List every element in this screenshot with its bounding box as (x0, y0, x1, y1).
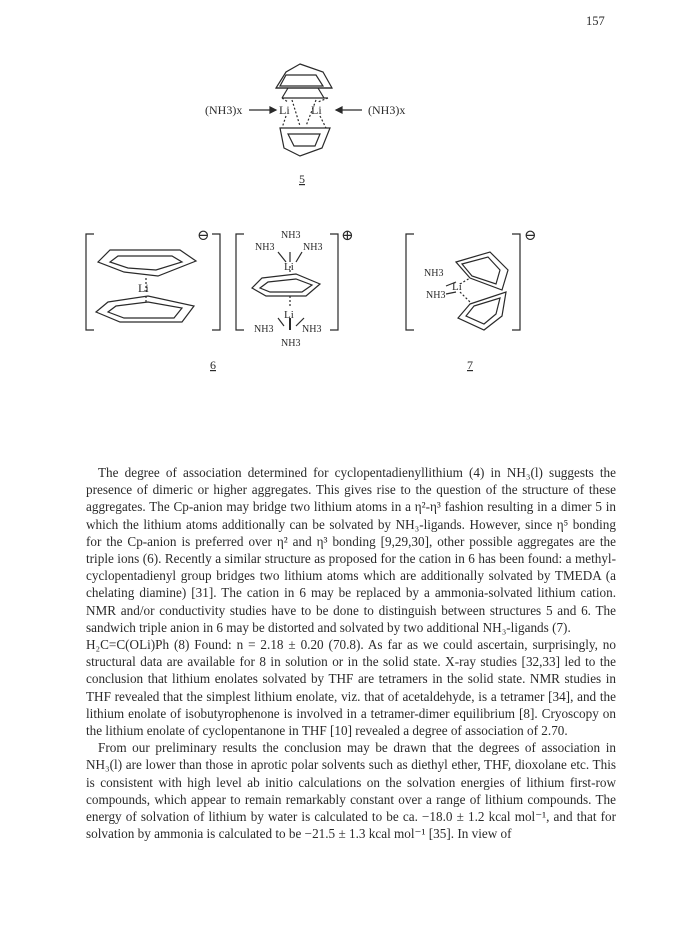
structure-7-label: 7 (467, 358, 473, 372)
paragraph-solvation-conclusion: From our preliminary results the conclusion may be drawn that the degrees of association in NH₃(l) are lower than those in aprotic polar solvents such as diethyl ether, THF, dioxolane etc. This is consistent with high level ab initio calculations on the solvation energies of lithium first-row compounds, which appear to remain remarkably constant over a range of lithium compounds. The energy of solvation of lithium by water is calculated to be ca. −18.0 ± 1.2 kcal mol⁻¹, and that for solvation by ammonia is calculated to be −21.5 ± 1.3 kcal mol⁻¹ [35]. In view of (86, 740, 616, 842)
structure-6-cation-bracket-close (330, 234, 338, 330)
structure-6-anion-li: Li (138, 281, 149, 295)
structure-5-left-ligand: (NH3)x (205, 103, 243, 117)
structure-7-bracket-open (406, 234, 414, 330)
structure-7-li: Li (452, 281, 462, 293)
structure-5-label: 5 (299, 172, 305, 186)
structure-6-left-bracket-close (212, 234, 220, 330)
structure-6-nh3-right: NH3 (303, 242, 323, 253)
structure-7-nh3-lower: NH3 (426, 290, 446, 301)
structure-6-nh3-left: NH3 (255, 242, 275, 253)
structure-7-nh3-upper: NH3 (424, 268, 444, 279)
structure-6-anion-charge: ⊖ (197, 228, 210, 244)
article-body (86, 464, 616, 842)
structure-6-cation-cp-ring (252, 274, 320, 296)
structure-6-li-lower: Li (284, 309, 294, 321)
structure-6-li-upper: Li (284, 261, 294, 273)
structure-7-lower-cp-ring (458, 292, 506, 330)
paragraph-enolate-8: H₂C=C(OLi)Ph (8) Found: n = 2.18 ± 0.20 (70.8). As far as we could ascertain, surprisingly, no structural data are available for 8 in solution or in the solid state. X-ray studies [32,33] led to the conclusion that lithium enolates solvated by THF are tetramers in the solid state. NMR studies in THF revealed that the simplest lithium enolate, viz. that of acetaldehyde, is a tetramer [34], and the lithium enolate of isobutyrophenone is involved in a tetramer-dimer equilibrium [8]. Cryoscopy on the lithium enolate of cyclopentanone in THF [10] revealed a degree of association of 2.70. (86, 637, 616, 739)
structure-6-nh3-bottom-left: NH3 (254, 324, 274, 335)
structure-5-li-right: Li (311, 103, 322, 117)
paragraph-association-cp-lithium: The degree of association determined for cyclopentadienyllithium (4) in NH₃(l) suggests the presence of dimeric or higher aggregates. This gives rise to the question of the structure of these aggregates. The Cp-anion may bridge two lithium atoms in a η²-η³ fashion resulting in a dimer 5 in which the lithium atoms additionally can be solvated by NH₃-ligands. However, since η⁵ bonding for the Cp-anion is preferred over η² and η³ bonding [9,29,30], other possible aggregates are the triple ions (6). Recently a similar structure as proposed for the cation in 6 has been found: a methyl-cyclopentadienyl group bridges two lithium atoms which are additionally solvated by TMEDA (a chelating diamine) [31]. The cation in 6 may be replaced by a ammonia-solvated lithium cation. NMR and/or conductivity studies have to be done to distinguish between structures 5 and 6. The sandwich triple anion in 6 may be distorted and solvated by two additional NH₃-ligands (7). (86, 465, 616, 635)
structure-6-cation-bracket-open (236, 234, 244, 330)
structure-6-cation-charge: ⊕ (341, 228, 354, 244)
structure-7-charge: ⊖ (524, 228, 537, 244)
structure-6-nh3-top: NH3 (281, 230, 301, 241)
structure-6-nh3-bottom-right: NH3 (302, 324, 322, 335)
structure-7-bracket-close (512, 234, 520, 330)
structure-5-right-ligand: (NH3)x (368, 103, 406, 117)
structure-5-li-left: Li (279, 103, 290, 117)
structure-5-left-arrowhead (270, 107, 276, 113)
structure-6-nh3-bottom: NH3 (281, 338, 301, 349)
structure-5-right-arrowhead (336, 107, 342, 113)
structure-5-top-cp-ring (276, 64, 332, 98)
chemical-structures-figure (0, 0, 680, 380)
structure-6-left-bracket-open (86, 234, 94, 330)
structure-6-label: 6 (210, 358, 216, 372)
page-number: 157 (586, 14, 605, 28)
structure-5-bottom-cp-ring (280, 128, 330, 156)
